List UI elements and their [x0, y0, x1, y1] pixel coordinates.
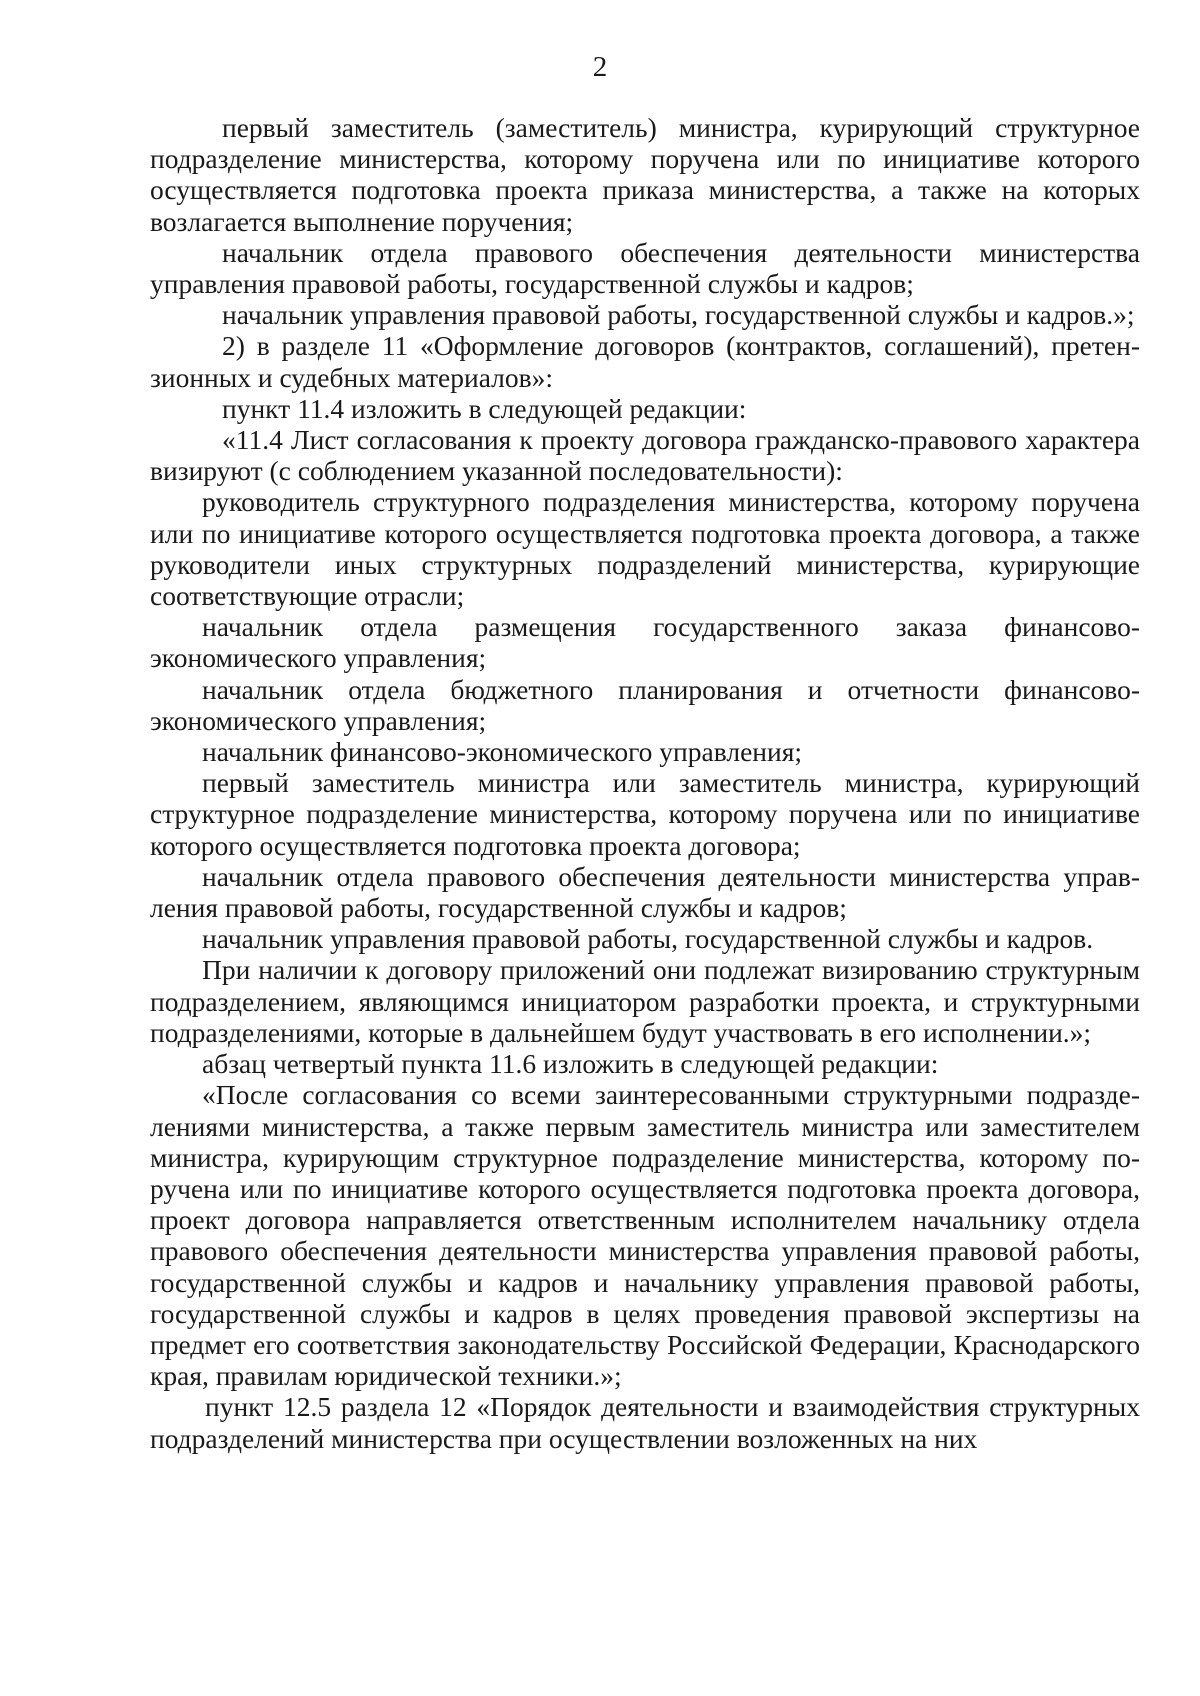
- paragraph-section-11-amendment: 2) в разделе 11 «Оформление договоров (контрактов, соглашений), претензионных и судебных материалов»:: [150, 330, 1140, 393]
- paragraph-clause-11-4-intro: пункт 11.4 изложить в следующей редакции:: [222, 392, 747, 424]
- paragraph-deputy-minister: первый заместитель министра или заместитель министра, курирующий структурное подразделение министерства, которому поручена или по инициативе которого осуществляется подготовка проекта договора;: [150, 767, 1140, 861]
- paragraph-budget-planning-head: начальник отдела бюджетного планирования и отчетности финансово-экономического управления;: [150, 673, 1140, 736]
- document-body: [150, 112, 1140, 1454]
- paragraph-legal-department-head: начальник управления правовой работы, государственной службы и кадров.»;: [222, 299, 1135, 331]
- page-number: 2: [592, 51, 608, 83]
- paragraph-legal-support-head-2: начальник отдела правового обеспечения деятельности министерства управления правовой работы, государственной службы и кадров;: [150, 860, 1140, 924]
- paragraph-legal-department-head-2: начальник управления правовой работы, государственной службы и кадров.: [202, 923, 1094, 955]
- paragraph-clause-12-5: пункт 12.5 раздела 12 «Порядок деятельности и взаимодействия структурных подразделений министерства при осуществлении возложенных на них: [150, 1391, 1140, 1454]
- paragraph-legal-support-head: начальник отдела правового обеспечения деятельности министерства управления правовой работы, государственной службы и кадров;: [150, 236, 1140, 300]
- paragraph-finance-head: начальник финансово-экономического управления;: [202, 736, 803, 768]
- paragraph-first-deputy-minister: первый заместитель (заместитель) министра, курирующий структурное подразделение министерства, которому поручена или по инициативе которого осуществляется подготовка проекта приказа министерства, а также на которых возлагается выполнение поручения;: [150, 112, 1140, 237]
- paragraph-clause-11-6-text: «После согласования со всеми заинтересованными структурными подразделениями министерства, а также первым заместитель министра или заместителем министра, курирующим структурное подразделение министерства, которому поручена или по инициативе которого осуществляется подготовка проекта договора, проект договора направляется ответственным исполнителем начальнику отдела правового обеспечения деятельности министерства управления правовой работы, государственной службы и кадров и начальнику управления правовой работы, государственной службы и кадров в целях проведения правовой экспертизы на предмет его соответствия законодательству Российской Федерации, Краснодарского края, правилам юридической техники.»;: [150, 1079, 1140, 1392]
- paragraph-attachments: При наличии к договору приложений они подлежат визированию структурным подразделением, являющимся инициатором разработки проекта, и структурными подразделениями, которые в дальнейшем будут участвовать в его исполнении.»;: [150, 954, 1140, 1048]
- paragraph-structural-unit-head: руководитель структурного подразделения министерства, которому поручена или по инициативе которого осуществляется подготовка проекта договора, а также руководители иных структурных подразделений министерства, курирующие соответствующие отрасли;: [150, 486, 1140, 612]
- paragraph-clause-11-6-intro: абзац четвертый пункта 11.6 изложить в следующей редакции:: [202, 1048, 939, 1080]
- paragraph-procurement-head: начальник отдела размещения государственного заказа финансово-экономического управления;: [150, 611, 1140, 674]
- paragraph-clause-11-4-text: «11.4 Лист согласования к проекту договора гражданско-правового характера визируют (с соблюдением указанной последовательности):: [150, 424, 1140, 487]
